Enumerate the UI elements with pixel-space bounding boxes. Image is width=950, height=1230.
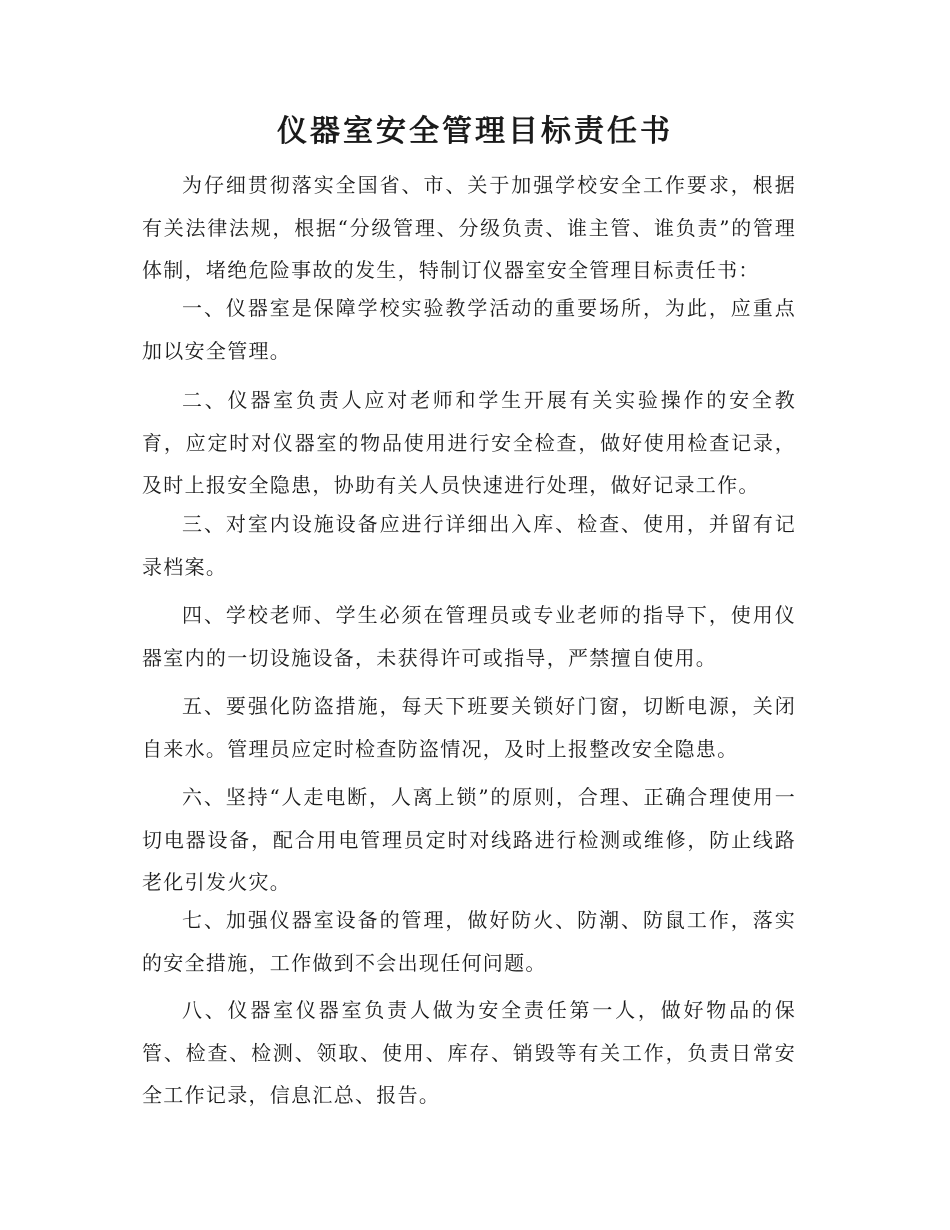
intro-paragraph: 为仔细贯彻落实全国省、市、关于加强学校安全工作要求，根据有关法律法规，根据“分级管理、分级负责、谁主管、谁负责”的管理体制，堵绝危险事故的发生，特制订仪器室安全管理目标责任书： <box>142 173 796 282</box>
clause-8: 八、仪器室仪器室负责人做为安全责任第一人，做好物品的保管、检查、检测、领取、使用、库存、销毁等有关工作，负责日常安全工作记录，信息汇总、报告。 <box>142 998 796 1107</box>
document-title: 仪器室安全管理目标责任书 <box>277 114 673 149</box>
clause-5: 五、要强化防盗措施，每天下班要关锁好门窗，切断电源，关闭自来水。管理员应定时检查防盗情况，及时上报整改安全隐患。 <box>142 694 796 761</box>
clause-7: 七、加强仪器室设备的管理，做好防火、防潮、防鼠工作，落实的安全措施，工作做到不会出现任何问题。 <box>142 908 796 975</box>
clause-3: 三、对室内设施设备应进行详细出入库、检查、使用，并留有记录档案。 <box>142 512 796 579</box>
clause-1: 一、仪器室是保障学校实验教学活动的重要场所，为此，应重点加以安全管理。 <box>142 296 796 363</box>
clause-6: 六、坚持“人走电断，人离上锁”的原则，合理、正确合理使用一切电器设备，配合用电管理员定时对线路进行检测或维修，防止线路老化引发火灾。 <box>142 785 796 894</box>
clause-2: 二、仪器室负责人应对老师和学生开展有关实验操作的安全教育，应定时对仪器室的物品使用进行安全检查，做好使用检查记录，及时上报安全隐患，协助有关人员快速进行处理，做好记录工作。 <box>142 388 796 497</box>
clause-4: 四、学校老师、学生必须在管理员或专业老师的指导下，使用仪器室内的一切设施设备，未获得许可或指导，严禁擅自使用。 <box>142 603 796 670</box>
